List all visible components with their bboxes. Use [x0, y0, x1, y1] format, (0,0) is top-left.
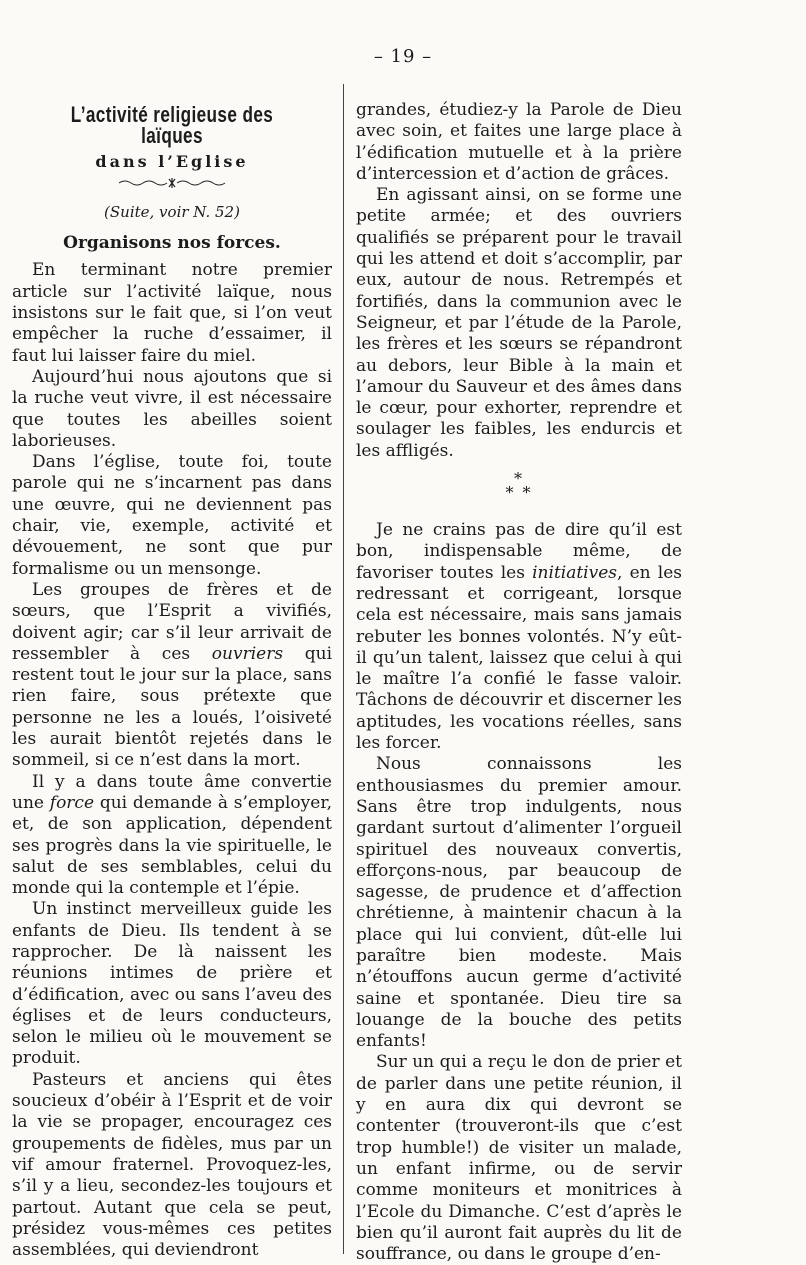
asterism-separator [356, 469, 682, 503]
ornament-divider [12, 178, 332, 188]
paragraph [12, 772, 332, 900]
paragraph: En terminant notre premier article sur l’activité laïque, nous insistons sur le fait que, si l’on veut empêcher la ruche d’essaimer, il faut lui laisser faire du miel. [12, 260, 332, 366]
paragraph: Nous connaissons les enthousiasmes du premier amour. Sans être trop indulgents, nous gardant surtout d’alimenter l’orgueil spirituel des nouveaux convertis, efforçons-nous, par beaucoup de sagesse, de prudence et d’affection chrétienne, à maintenir chacun à la place qui lui convient, dût-elle lui paraître bien modeste. Mais n’étouffons aucun germe d’activité saine et spontanée. Dieu tire sa louange de la bouche des petits enfants! [356, 754, 682, 1052]
paragraph [356, 520, 682, 754]
paragraph: Aujourd’hui nous ajoutons que si la ruche veut vivre, il est nécessaire que toutes les abeilles soient laborieuses. [12, 366, 332, 451]
paragraph: grandes, étudiez-y la Parole de Dieu avec soin, et faites une large place à l’édification mutuelle et à la prière d’intercession et d’action de grâces. [356, 100, 682, 184]
page-number: – 19 – [373, 46, 433, 67]
emphasis: ouvriers [211, 643, 284, 664]
paragraph: Pasteurs et anciens qui êtes soucieux d’obéir à l’Esprit et de voir la vie se propager, encouragez ces groupements de fidèles, mus par un vif amour fraternel. Provoquez-les, s’il y a lieu, secondez-les toujours et partout. Autant que cela se peut, présidez vous-mêmes ces petites assemblées, qui deviendront [12, 1069, 332, 1261]
paragraph: Un instinct merveilleux guide les enfants de Dieu. Ils tendent à se rapprocher. De là naissent les réunions intimes de prière et d’édification, avec ou sans l’aveu des églises et de leurs conducteurs, selon le milieu où le mouvement se produit. [12, 899, 332, 1069]
text-run: Je ne crains pas de dire qu’il est bon, indispensable même, de favoriser toutes les [356, 520, 682, 583]
paragraph: En agissant ainsi, on se forme une petite armée; et des ouvriers qualifiés se préparent pour le travail qui les attend et doit s’accomplir, par eux, autour de nous. Retrempés et fortifiés, dans la communion avec le Seigneur, et par l’étude de la Parole, les frères et les sœurs se répandront au debors, leur Bible à la main et l’amour du Sauveur et des âmes dans le cœur, pour exhorter, reprendre et soulager les faibles, les endurcis et les affligés. [356, 185, 682, 461]
text-run: qui demande à s’employer, et, de son application, dépendent ses progrès dans la vie spirituelle, le salut de ses semblables, celui du monde qui la contemple et l’épie. [12, 792, 332, 899]
emphasis: force [49, 792, 95, 813]
section-heading: Organisons nos forces. [63, 233, 281, 254]
paragraph: Sur un qui a reçu le don de prier et de parler dans une petite réunion, il y en aura dix qui devront se contenter (trouveront-ils que c’est trop humble!) de visiter un malade, un enfant infirme, ou de servir comme moniteurs et monitrices à l’Ecole du Dimanche. C’est d’après le bien qu’il auront fait auprès du lit de souffrance, ou dans le groupe d’en- [356, 1052, 682, 1265]
column-divider [343, 84, 344, 1254]
article-subtitle: dans l’Eglise [95, 151, 249, 171]
continuation-note: (Suite, voir N. 52) [104, 202, 240, 221]
article-title: L’activité religieuse des laïques [70, 102, 274, 149]
right-column [356, 100, 682, 1265]
emphasis: initiatives [532, 562, 618, 583]
asterism-bottom: * * [505, 483, 533, 503]
left-column [12, 100, 333, 1261]
paragraph [12, 580, 332, 772]
text-run: Les groupes de frères et de sœurs, que l’Esprit a vivifiés, doivent agir; car s’il leur arrivait de ressembler à ces [12, 579, 332, 664]
text-run: , en les redressant et corrigeant, lorsque cela est nécessaire, mais sans jamais rebuter les bonnes volontés. N’y eût-il qu’un talent, laissez que celui à qui le maître l’a confié le fasse valoir. Tâchons de découvrir et discerner les aptitudes, les vocations réelles, sans les forcer. [356, 562, 682, 754]
paragraph: Dans l’église, toute foi, toute parole qui ne s’incarnent pas dans une œuvre, qui ne deviennent pas chair, vie, exemple, activité et dévouement, ne sont que pur formalisme ou un mensonge. [12, 452, 332, 579]
text-run: qui restent tout le jour sur la place, sans rien faire, sous prétexte que personne ne les a loués, l’oisiveté les aurait bientôt rejetés dans le sommeil, si ce n’est dans la mort. [12, 643, 333, 771]
text-run: Il y a dans toute âme convertie une [12, 771, 332, 813]
asterism-top: * [514, 469, 524, 489]
